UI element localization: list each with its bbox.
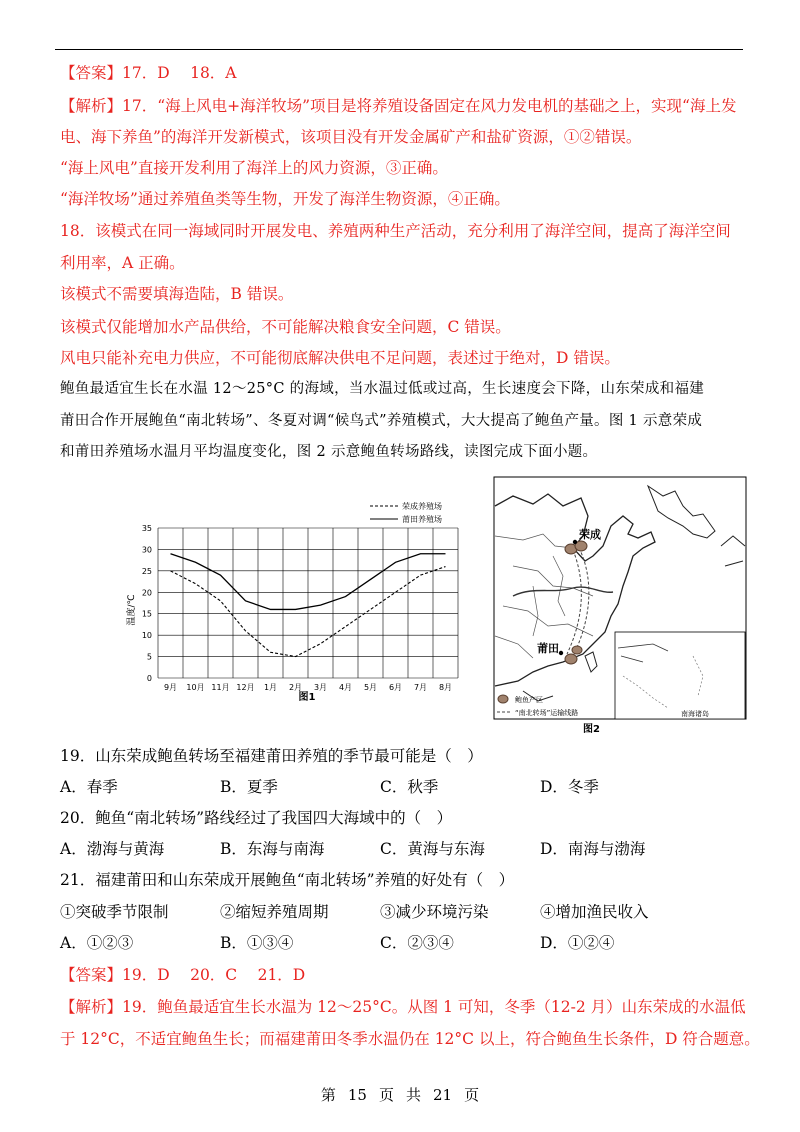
x-tick-label: 5月 <box>363 683 378 692</box>
y-tick-label: 30 <box>141 545 152 555</box>
legend-label-1: 荣成养殖场 <box>402 502 442 511</box>
footer-total-prefix: 共 <box>406 1086 422 1104</box>
explanation-line-8: 该模式仅能增加水产品供给，不可能解决粮食安全问题，C 错误。 <box>60 318 511 336</box>
y-tick-label: 0 <box>146 674 152 683</box>
q19-option-c[interactable]: C．秋季 <box>380 778 439 796</box>
putian-point <box>559 651 563 655</box>
putian-area <box>565 654 577 664</box>
x-tick-label: 8月 <box>438 683 453 692</box>
x-tick-label: 2月 <box>288 683 303 692</box>
q21-option-a[interactable]: A．①②③ <box>60 934 134 952</box>
y-tick-label: 20 <box>141 588 152 598</box>
y-tick-label: 10 <box>141 631 152 641</box>
footer-page-word: 页 <box>378 1086 394 1104</box>
x-tick-label: 12月 <box>236 683 255 692</box>
answer-19-21: 【答案】19．D 20．C 21．D <box>60 966 306 984</box>
explanation-line-11: 于 12°C，不适宜鲍鱼生长；而福建莆田冬季水温仍在 12°C 以上，符合鲍鱼生长条件，D 符合题意。 <box>60 1030 760 1048</box>
label-putian: 莆田 <box>537 642 559 655</box>
label-rongcheng: 荣成 <box>579 528 601 541</box>
y-tick-label: 5 <box>146 652 152 662</box>
intro-line-3: 和莆田养殖场水温月平均温度变化，图 2 示意鲍鱼转场路线，读图完成下面小题。 <box>60 444 598 460</box>
south-china-sea-inset <box>615 632 745 719</box>
footer-prefix: 第 <box>320 1086 336 1104</box>
explanation-line-7: 该模式不需要填海造陆，B 错误。 <box>60 285 294 303</box>
q20-option-c[interactable]: C．黄海与东海 <box>380 840 485 858</box>
y-tick-label: 15 <box>141 609 152 619</box>
intro-line-1: 鲍鱼最适宜生长在水温 12～25°C 的海域，当水温过低或过高，生长速度会下降，山东荣成和福建 <box>60 381 705 397</box>
x-tick-label: 6月 <box>388 683 403 692</box>
explanation-line-4: “海洋牧场”通过养殖鱼类等生物，开发了海洋生物资源，④正确。 <box>60 190 510 208</box>
q21-item-2: ②缩短养殖周期 <box>220 903 329 921</box>
q19-option-d[interactable]: D．冬季 <box>540 778 599 796</box>
inset-label: 南海诸岛 <box>681 710 709 718</box>
q21-option-d[interactable]: D．①②④ <box>540 934 615 952</box>
explanation-line-2: 电、海下养鱼”的海洋开发新模式，该项目没有开发金属矿产和盐矿资源，①②错误。 <box>60 128 642 146</box>
explanation-line-6: 利用率，A 正确。 <box>60 254 185 272</box>
q21-option-c[interactable]: C．②③④ <box>380 934 454 952</box>
y-tick-label: 35 <box>141 524 152 533</box>
x-tick-label: 7月 <box>413 683 428 692</box>
x-tick-label: 10月 <box>186 683 205 692</box>
q21-item-3: ③减少环境污染 <box>380 903 489 921</box>
footer-total-pages: 21 <box>433 1086 453 1104</box>
q21-option-b[interactable]: B．①③④ <box>220 934 294 952</box>
explanation-line-3: “海上风电”直接开发利用了海洋上的风力资源，③正确。 <box>60 159 448 177</box>
legend-route-label: “南北转场”运输线路 <box>515 709 579 717</box>
legend-area-label: 鲍鱼产区 <box>515 696 543 704</box>
explanation-line-10: 【解析】19．鲍鱼最适宜生长水温为 12～25°C。从图 1 可知，冬季（12-2 月）山东荣成的水温低 <box>60 998 746 1016</box>
explanation-line-5: 18．该模式在同一海域同时开展发电、养殖两种生产活动，充分利用了海洋空间，提高了海洋空间 <box>60 222 731 240</box>
figure-1-caption: 图1 <box>298 692 316 703</box>
figure-1-y-axis-label: 温度/℃ <box>127 594 137 626</box>
q21-item-1: ①突破季节限制 <box>60 903 169 921</box>
answer-17-18: 【答案】17．D 18．A <box>60 64 237 82</box>
figure-1-line-chart <box>120 498 470 708</box>
footer-current-page: 15 <box>347 1086 367 1104</box>
question-20: 20．鲍鱼“南北转场”路线经过了我国四大海域中的（ ） <box>60 809 453 827</box>
x-tick-label: 1月 <box>263 683 278 692</box>
figure-2-caption: 图2 <box>583 724 600 734</box>
q19-option-b[interactable]: B．夏季 <box>220 778 278 796</box>
legend-label-2: 莆田养殖场 <box>402 515 442 524</box>
legend-area-swatch <box>498 695 508 703</box>
q20-option-d[interactable]: D．南海与渤海 <box>540 840 646 858</box>
header-rule <box>55 49 743 50</box>
figure-2-route-map <box>493 476 749 734</box>
x-tick-label: 11月 <box>211 683 230 692</box>
page-footer <box>0 1084 800 1105</box>
q20-option-b[interactable]: B．东海与南海 <box>220 840 325 858</box>
explanation-line-1: 【解析】17．“海上风电+海洋牧场”项目是将养殖设备固定在风力发电机的基础之上，实现“海上发 <box>60 97 737 115</box>
y-tick-label: 25 <box>141 566 152 576</box>
q21-item-4: ④增加渔民收入 <box>540 903 649 921</box>
footer-suffix: 页 <box>464 1086 480 1104</box>
question-21: 21．福建莆田和山东荣成开展鲍鱼“南北转场”养殖的好处有（ ） <box>60 871 515 889</box>
explanation-line-9: 风电只能补充电力供应，不可能彻底解决供电不足问题，表述过于绝对，D 错误。 <box>60 349 620 367</box>
q20-option-a[interactable]: A．渤海与黄海 <box>60 840 165 858</box>
rongcheng-point <box>573 540 577 544</box>
x-tick-label: 4月 <box>338 683 353 692</box>
q19-option-a[interactable]: A．春季 <box>60 778 118 796</box>
x-tick-label: 9月 <box>163 683 178 692</box>
intro-line-2: 莆田合作开展鲍鱼“南北转场”、冬夏对调“候鸟式”养殖模式，大大提高了鲍鱼产量。图 1 示意荣成 <box>60 413 703 429</box>
putian-area-2 <box>572 646 582 654</box>
question-19: 19．山东荣成鲍鱼转场至福建莆田养殖的季节最可能是（ ） <box>60 747 483 765</box>
x-tick-label: 3月 <box>313 683 328 692</box>
